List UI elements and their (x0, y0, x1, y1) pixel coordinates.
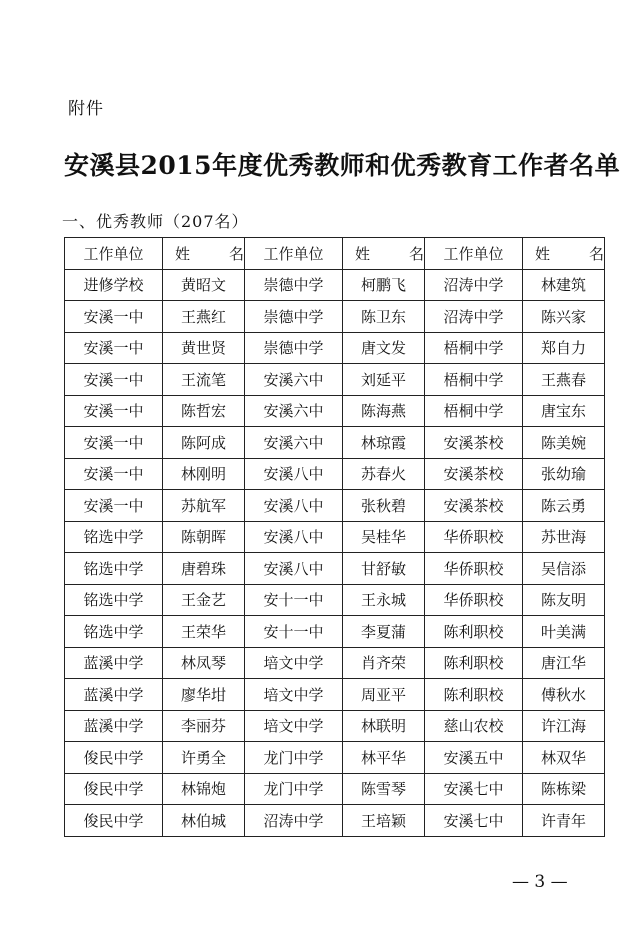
work-unit-cell: 安溪八中 (245, 458, 343, 490)
teacher-name-cell: 王永城 (343, 584, 425, 616)
work-unit-cell: 蓝溪中学 (65, 679, 163, 711)
work-unit-cell: 安溪一中 (65, 427, 163, 459)
work-unit-cell: 铭选中学 (65, 553, 163, 585)
work-unit-cell: 华侨职校 (425, 584, 523, 616)
work-unit-cell: 安溪七中 (425, 805, 523, 837)
table-row (65, 679, 605, 711)
teacher-name-cell: 王荣华 (163, 616, 245, 648)
section-heading: 一、优秀教师（207名） (62, 212, 249, 231)
teacher-name-cell: 林伯城 (163, 805, 245, 837)
teacher-name-cell: 林联明 (343, 710, 425, 742)
column-header-name: 姓 名 (343, 238, 425, 270)
work-unit-cell: 安溪茶校 (425, 458, 523, 490)
teacher-name-cell: 唐文发 (343, 332, 425, 364)
page-title: 安溪县2015年度优秀教师和优秀教育工作者名单 (64, 151, 621, 180)
work-unit-cell: 安溪一中 (65, 395, 163, 427)
teacher-name-cell: 唐碧珠 (163, 553, 245, 585)
teacher-name-cell: 许青年 (523, 805, 605, 837)
table-row (65, 521, 605, 553)
table-row (65, 458, 605, 490)
teacher-name-cell: 林锦炮 (163, 773, 245, 805)
teacher-name-cell: 吴信添 (523, 553, 605, 585)
work-unit-cell: 蓝溪中学 (65, 710, 163, 742)
table-row (65, 364, 605, 396)
work-unit-cell: 陈利职校 (425, 647, 523, 679)
teacher-name-cell: 黄世贤 (163, 332, 245, 364)
teacher-name-cell: 刘延平 (343, 364, 425, 396)
teacher-name-cell: 林凤琴 (163, 647, 245, 679)
work-unit-cell: 安溪八中 (245, 521, 343, 553)
work-unit-cell: 沼涛中学 (425, 269, 523, 301)
teacher-name-cell: 王培颖 (343, 805, 425, 837)
teacher-name-cell: 陈朝晖 (163, 521, 245, 553)
attachment-label: 附件 (68, 99, 104, 119)
teacher-name-cell: 甘舒敏 (343, 553, 425, 585)
table-row (65, 395, 605, 427)
table-row (65, 301, 605, 333)
work-unit-cell: 安溪一中 (65, 301, 163, 333)
teacher-name-cell: 张秋碧 (343, 490, 425, 522)
teacher-name-cell: 陈云勇 (523, 490, 605, 522)
teacher-name-cell: 周亚平 (343, 679, 425, 711)
teacher-name-cell: 陈栋梁 (523, 773, 605, 805)
teacher-name-cell: 黄昭文 (163, 269, 245, 301)
teacher-name-cell: 苏世海 (523, 521, 605, 553)
column-header-name: 姓 名 (523, 238, 605, 270)
table-row (65, 773, 605, 805)
work-unit-cell: 安溪一中 (65, 490, 163, 522)
work-unit-cell: 铭选中学 (65, 616, 163, 648)
work-unit-cell: 陈利职校 (425, 616, 523, 648)
work-unit-cell: 华侨职校 (425, 553, 523, 585)
teacher-name-cell: 张幼瑜 (523, 458, 605, 490)
work-unit-cell: 铭选中学 (65, 521, 163, 553)
teacher-name-cell: 陈雪琴 (343, 773, 425, 805)
work-unit-cell: 沼涛中学 (245, 805, 343, 837)
work-unit-cell: 龙门中学 (245, 742, 343, 774)
work-unit-cell: 铭选中学 (65, 584, 163, 616)
work-unit-cell: 梧桐中学 (425, 364, 523, 396)
teacher-name-cell: 吴桂华 (343, 521, 425, 553)
work-unit-cell: 俊民中学 (65, 773, 163, 805)
teacher-name-cell: 陈友明 (523, 584, 605, 616)
teacher-name-cell: 陈卫东 (343, 301, 425, 333)
teacher-name-cell: 许江海 (523, 710, 605, 742)
work-unit-cell: 崇德中学 (245, 301, 343, 333)
teacher-name-cell: 苏航军 (163, 490, 245, 522)
table-row (65, 805, 605, 837)
teacher-name-cell: 郑自力 (523, 332, 605, 364)
teacher-roster-table (64, 237, 617, 837)
work-unit-cell: 安溪一中 (65, 458, 163, 490)
work-unit-cell: 培文中学 (245, 710, 343, 742)
work-unit-cell: 安溪茶校 (425, 427, 523, 459)
column-header-unit: 工作单位 (245, 238, 343, 270)
teacher-name-cell: 陈哲宏 (163, 395, 245, 427)
column-header-unit: 工作单位 (65, 238, 163, 270)
teacher-name-cell: 陈海燕 (343, 395, 425, 427)
table-row (65, 332, 605, 364)
teacher-name-cell: 林琼霞 (343, 427, 425, 459)
work-unit-cell: 培文中学 (245, 647, 343, 679)
teacher-name-cell: 唐宝东 (523, 395, 605, 427)
teacher-name-cell: 李丽芬 (163, 710, 245, 742)
work-unit-cell: 安溪八中 (245, 553, 343, 585)
work-unit-cell: 进修学校 (65, 269, 163, 301)
teacher-name-cell: 叶美满 (523, 616, 605, 648)
work-unit-cell: 培文中学 (245, 679, 343, 711)
teacher-name-cell: 王燕春 (523, 364, 605, 396)
table-row (65, 710, 605, 742)
table-row (65, 427, 605, 459)
teacher-name-cell: 王流笔 (163, 364, 245, 396)
teacher-name-cell: 唐江华 (523, 647, 605, 679)
work-unit-cell: 陈利职校 (425, 679, 523, 711)
table-row (65, 616, 605, 648)
page-number: — 3 — (512, 872, 568, 892)
work-unit-cell: 安溪六中 (245, 395, 343, 427)
teacher-name-cell: 林双华 (523, 742, 605, 774)
work-unit-cell: 梧桐中学 (425, 395, 523, 427)
teacher-name-cell: 廖华坩 (163, 679, 245, 711)
teacher-name-cell: 林刚明 (163, 458, 245, 490)
teacher-name-cell: 林平华 (343, 742, 425, 774)
work-unit-cell: 华侨职校 (425, 521, 523, 553)
table-row (65, 269, 605, 301)
teacher-name-cell: 肖齐荣 (343, 647, 425, 679)
work-unit-cell: 崇德中学 (245, 269, 343, 301)
work-unit-cell: 蓝溪中学 (65, 647, 163, 679)
work-unit-cell: 安溪八中 (245, 490, 343, 522)
teacher-name-cell: 陈阿成 (163, 427, 245, 459)
teacher-name-cell: 陈兴家 (523, 301, 605, 333)
work-unit-cell: 俊民中学 (65, 805, 163, 837)
column-header-unit: 工作单位 (425, 238, 523, 270)
teacher-name-cell: 王燕红 (163, 301, 245, 333)
teacher-name-cell: 柯鹏飞 (343, 269, 425, 301)
work-unit-cell: 安溪一中 (65, 332, 163, 364)
table-row (65, 490, 605, 522)
work-unit-cell: 安溪七中 (425, 773, 523, 805)
work-unit-cell: 安溪五中 (425, 742, 523, 774)
column-header-name: 姓 名 (163, 238, 245, 270)
work-unit-cell: 龙门中学 (245, 773, 343, 805)
teacher-name-cell: 苏春火 (343, 458, 425, 490)
work-unit-cell: 安溪一中 (65, 364, 163, 396)
teacher-name-cell: 许勇全 (163, 742, 245, 774)
teacher-name-cell: 陈美婉 (523, 427, 605, 459)
work-unit-cell: 沼涛中学 (425, 301, 523, 333)
table-header-row (65, 238, 605, 270)
work-unit-cell: 安溪六中 (245, 427, 343, 459)
table-body (65, 269, 605, 836)
work-unit-cell: 安十一中 (245, 616, 343, 648)
work-unit-cell: 安十一中 (245, 584, 343, 616)
work-unit-cell: 崇德中学 (245, 332, 343, 364)
work-unit-cell: 梧桐中学 (425, 332, 523, 364)
teacher-name-cell: 王金艺 (163, 584, 245, 616)
table-row (65, 742, 605, 774)
teacher-name-cell: 傅秋水 (523, 679, 605, 711)
table-row (65, 647, 605, 679)
teacher-name-cell: 林建筑 (523, 269, 605, 301)
teacher-name-cell: 李夏蒲 (343, 616, 425, 648)
table-row (65, 553, 605, 585)
work-unit-cell: 安溪六中 (245, 364, 343, 396)
work-unit-cell: 慈山农校 (425, 710, 523, 742)
work-unit-cell: 俊民中学 (65, 742, 163, 774)
table-row (65, 584, 605, 616)
work-unit-cell: 安溪茶校 (425, 490, 523, 522)
